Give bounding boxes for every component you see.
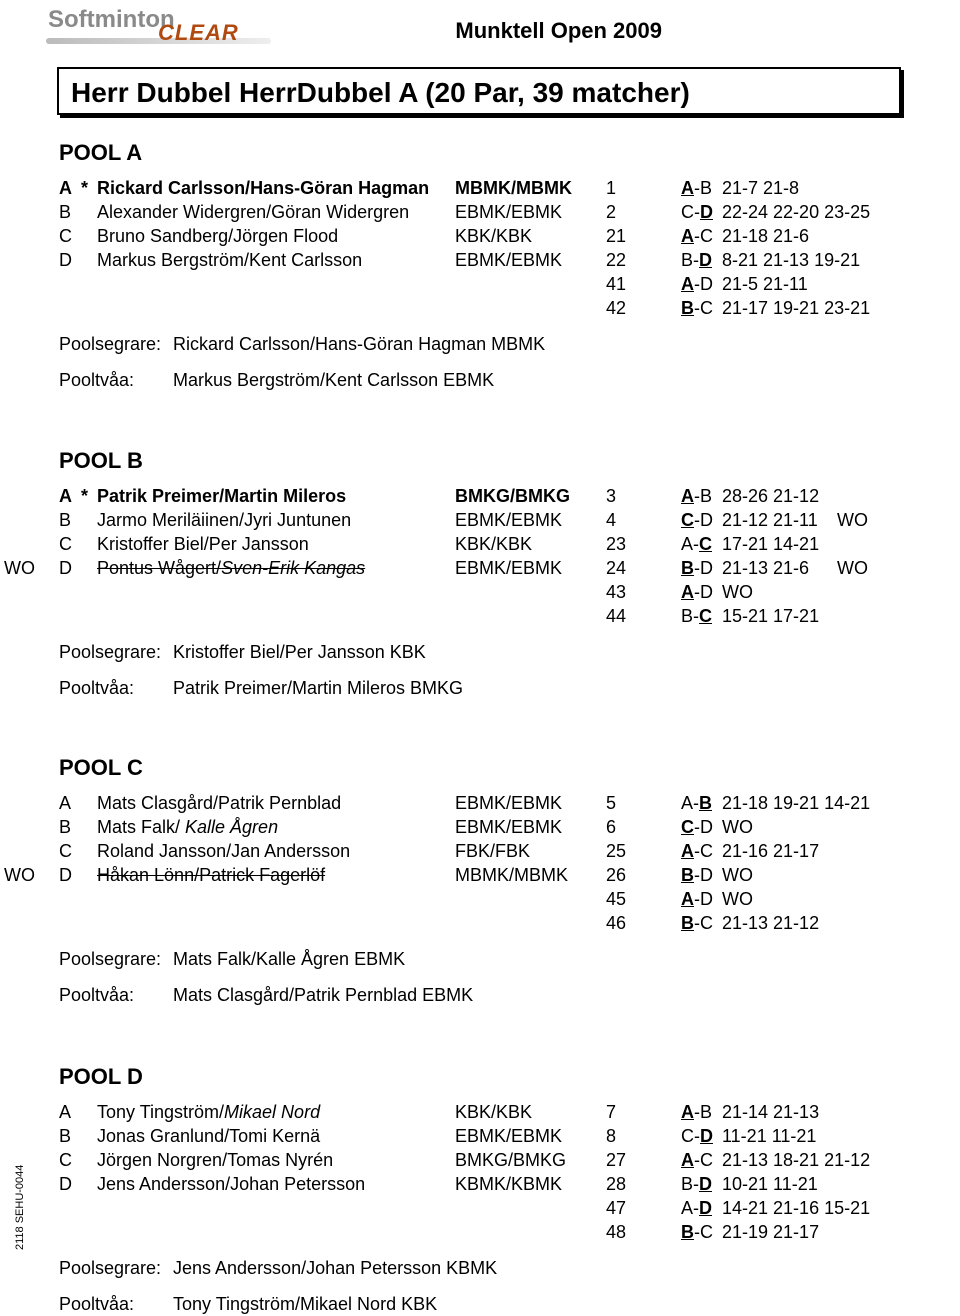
pair-names xyxy=(97,1150,333,1171)
pair-names xyxy=(97,202,409,223)
player-one-name: Pontus Wågert/ xyxy=(97,558,222,578)
pair-letter: B xyxy=(59,1126,72,1146)
match-result: 28-26 21-12 xyxy=(722,486,820,506)
pair-letter: A xyxy=(59,793,72,813)
pair-letter: D xyxy=(59,1174,72,1194)
match-side-a: A xyxy=(681,1150,694,1170)
match-side-a: A xyxy=(681,274,694,294)
table-row xyxy=(0,606,960,630)
tournament-title: Munktell Open 2009 xyxy=(455,18,662,43)
match-pairing xyxy=(681,606,712,627)
table-row xyxy=(0,250,960,274)
match-number: 4 xyxy=(606,510,617,530)
player-two-name: Göran Widergren xyxy=(271,202,410,222)
pool-heading: POOL D xyxy=(59,1064,143,1089)
logo-text-softminton: Softminton xyxy=(48,6,175,33)
club-name: MBMK/MBMK xyxy=(455,178,572,198)
match-side-b: B xyxy=(700,486,713,506)
table-row xyxy=(0,1174,960,1198)
match-side-a: C xyxy=(681,817,694,837)
match-number: 25 xyxy=(606,841,627,861)
pool-second-value: Mats Clasgård/Patrik Pernblad EBMK xyxy=(173,985,474,1005)
club-name: EBMK/EBMK xyxy=(455,1126,563,1146)
table-row xyxy=(0,889,960,913)
match-side-a: A xyxy=(681,1102,694,1122)
pair-letter: B xyxy=(59,202,72,222)
match-dash: - xyxy=(694,486,700,506)
seed-star: * xyxy=(81,486,89,506)
match-side-b: D xyxy=(700,865,713,885)
player-one-name: Mats Clasgård/ xyxy=(97,793,219,813)
player-two-name: Hans-Göran Hagman xyxy=(250,178,430,198)
match-number: 5 xyxy=(606,793,617,813)
pair-letter: A xyxy=(59,178,72,198)
match-number: 47 xyxy=(606,1198,627,1218)
match-pairing xyxy=(681,250,712,271)
table-row xyxy=(0,1150,960,1174)
club-name: MBMK/MBMK xyxy=(455,865,569,885)
match-side-b: C xyxy=(700,1150,713,1170)
match-number: 43 xyxy=(606,582,627,602)
match-side-b: C xyxy=(699,606,713,626)
player-one-name: Håkan Lönn/ xyxy=(97,865,200,885)
pair-letter: B xyxy=(59,510,72,530)
pair-letter: D xyxy=(59,558,72,578)
match-dash: - xyxy=(693,793,700,813)
match-result: 21-5 21-11 xyxy=(722,274,808,294)
match-side-b: D xyxy=(700,202,713,222)
club-name: EBMK/EBMK xyxy=(455,558,563,578)
match-side-b: C xyxy=(700,841,713,861)
club-name: EBMK/EBMK xyxy=(455,510,563,530)
pair-letter: A xyxy=(59,486,72,506)
match-number: 41 xyxy=(606,274,627,294)
match-side-a: A xyxy=(681,793,694,813)
match-number: 3 xyxy=(606,486,617,506)
table-row xyxy=(0,510,960,534)
pair-letter: A xyxy=(59,1102,72,1122)
match-side-a: B xyxy=(681,606,694,626)
table-row xyxy=(0,1198,960,1222)
pool-second-label: Pooltvåa: xyxy=(59,678,135,698)
match-side-a: A xyxy=(681,582,694,602)
match-result: 21-13 18-21 21-12 xyxy=(722,1150,871,1170)
result-walkover: WO xyxy=(837,558,868,578)
match-side-a: A xyxy=(681,1198,694,1218)
match-pairing xyxy=(681,817,713,838)
pair-names xyxy=(97,793,341,814)
match-number: 44 xyxy=(606,606,627,626)
match-dash: - xyxy=(694,817,700,837)
pair-names xyxy=(97,841,350,862)
match-dash: - xyxy=(694,841,700,861)
match-side-a: A xyxy=(681,178,694,198)
match-number: 26 xyxy=(606,865,627,885)
match-pairing xyxy=(681,889,713,910)
match-dash: - xyxy=(694,1150,700,1170)
match-side-b: B xyxy=(699,793,713,813)
club-name: KBK/KBK xyxy=(455,1102,533,1122)
table-row xyxy=(0,841,960,865)
club-name: BMKG/BMKG xyxy=(455,486,570,506)
table-row xyxy=(0,817,960,841)
match-dash: - xyxy=(694,1126,700,1146)
pair-names xyxy=(97,486,346,507)
pool-winner-value: Rickard Carlsson/Hans-Göran Hagman MBMK xyxy=(173,334,546,354)
match-number: 1 xyxy=(606,178,617,198)
match-side-a: B xyxy=(681,1222,694,1242)
pool-second-label: Pooltvåa: xyxy=(59,370,135,390)
match-side-b: D xyxy=(699,1174,713,1194)
match-dash: - xyxy=(694,298,700,318)
table-row xyxy=(0,298,960,322)
match-side-a: B xyxy=(681,865,694,885)
player-two-name: Martin Mileros xyxy=(224,486,347,506)
match-result: 8-21 21-13 19-21 xyxy=(722,250,861,270)
player-one-name: Jörgen Norgren/ xyxy=(97,1150,228,1170)
match-pairing xyxy=(681,510,713,531)
club-name: EBMK/EBMK xyxy=(455,250,563,270)
pool-winner-value: Kristoffer Biel/Per Jansson KBK xyxy=(173,642,426,662)
pool-second-value: Tony Tingström/Mikael Nord KBK xyxy=(173,1294,438,1314)
match-side-a: C xyxy=(681,510,694,530)
table-row xyxy=(0,534,960,558)
match-dash: - xyxy=(693,1174,700,1194)
pool-second-label: Pooltvåa: xyxy=(59,985,135,1005)
pair-names xyxy=(97,865,325,886)
player-two-name: Tomas Nyrén xyxy=(227,1150,334,1170)
match-side-b: D xyxy=(699,1198,713,1218)
pool-heading: POOL B xyxy=(59,448,143,473)
match-number: 23 xyxy=(606,534,627,554)
softminton-clear-logo xyxy=(40,4,280,52)
player-two-name: Patrick Fagerlöf xyxy=(199,865,326,885)
player-two-name: Mikael Nord xyxy=(224,1102,321,1122)
match-pairing xyxy=(681,1198,712,1219)
match-number: 42 xyxy=(606,298,627,318)
match-dash: - xyxy=(693,250,700,270)
match-side-b: D xyxy=(700,889,713,909)
pool-winner-label: Poolsegrare: xyxy=(59,949,162,969)
match-result: 15-21 17-21 xyxy=(722,606,820,626)
match-result: WO xyxy=(722,865,753,885)
player-one-name: Tony Tingström/ xyxy=(97,1102,225,1122)
match-result: WO xyxy=(722,817,753,837)
result-walkover: WO xyxy=(837,510,868,530)
pair-letter: C xyxy=(59,226,72,246)
match-result: WO xyxy=(722,582,753,602)
match-pairing xyxy=(681,1222,713,1243)
player-one-name: Kristoffer Biel/ xyxy=(97,534,209,554)
match-side-b: C xyxy=(700,913,713,933)
match-number: 21 xyxy=(606,226,627,246)
player-one-name: Rickard Carlsson/ xyxy=(97,178,251,198)
match-result: 21-16 21-17 xyxy=(722,841,820,861)
match-dash: - xyxy=(694,510,700,530)
match-dash: - xyxy=(694,913,700,933)
table-row xyxy=(0,1102,960,1126)
pool-heading: POOL C xyxy=(59,755,143,780)
match-number: 7 xyxy=(606,1102,617,1122)
match-number: 46 xyxy=(606,913,627,933)
match-side-a: A xyxy=(681,534,694,554)
player-two-name: Jan Andersson xyxy=(231,841,351,861)
club-name: KBK/KBK xyxy=(455,534,533,554)
match-number: 6 xyxy=(606,817,617,837)
match-side-b: B xyxy=(700,1102,713,1122)
pair-names xyxy=(97,250,362,271)
table-row xyxy=(0,913,960,937)
match-side-b: C xyxy=(700,298,713,318)
match-dash: - xyxy=(694,582,700,602)
player-two-name: Jyri Juntunen xyxy=(244,510,352,530)
match-side-a: A xyxy=(681,841,694,861)
event-title-box xyxy=(57,67,901,115)
table-row xyxy=(0,178,960,202)
match-dash: - xyxy=(693,1198,700,1218)
player-one-name: Mats Falk/ xyxy=(97,817,186,837)
table-row xyxy=(0,865,960,889)
match-side-b: D xyxy=(700,558,713,578)
match-pairing xyxy=(681,1150,713,1171)
pair-names xyxy=(97,178,429,199)
match-side-b: D xyxy=(700,582,713,602)
match-result: WO xyxy=(722,889,753,909)
pair-names xyxy=(97,510,351,531)
match-number: 28 xyxy=(606,1174,627,1194)
match-number: 8 xyxy=(606,1126,617,1146)
match-side-a: C xyxy=(681,202,694,222)
pair-letter: B xyxy=(59,817,72,837)
match-dash: - xyxy=(694,1222,700,1242)
club-name: EBMK/EBMK xyxy=(455,793,563,813)
walkover-marker: WO xyxy=(4,558,35,578)
match-side-a: B xyxy=(681,298,694,318)
player-two-name: Per Jansson xyxy=(208,534,309,554)
pair-letter: C xyxy=(59,534,72,554)
match-pairing xyxy=(681,178,712,199)
player-two-name: Johan Petersson xyxy=(230,1174,366,1194)
pair-names xyxy=(97,1126,320,1147)
pool-winner-label: Poolsegrare: xyxy=(59,1258,162,1278)
table-row xyxy=(0,1126,960,1150)
match-dash: - xyxy=(694,202,700,222)
match-result: 21-17 19-21 23-21 xyxy=(722,298,871,318)
match-number: 2 xyxy=(606,202,617,222)
match-side-b: B xyxy=(700,178,713,198)
player-two-name: Kalle Ågren xyxy=(185,817,279,837)
match-side-b: C xyxy=(699,534,713,554)
match-pairing xyxy=(681,1102,712,1123)
match-side-b: D xyxy=(700,817,713,837)
match-pairing xyxy=(681,1126,713,1147)
match-dash: - xyxy=(694,558,700,578)
club-name: EBMK/EBMK xyxy=(455,817,563,837)
match-side-a: C xyxy=(681,1126,694,1146)
club-name: BMKG/BMKG xyxy=(455,1150,567,1170)
footer-code: 2118 SEHU-0044 xyxy=(14,1164,26,1250)
match-dash: - xyxy=(693,606,700,626)
match-dash: - xyxy=(694,178,700,198)
match-pairing xyxy=(681,226,713,247)
match-dash: - xyxy=(694,274,700,294)
table-row xyxy=(0,274,960,298)
pair-names xyxy=(97,534,309,555)
club-name: EBMK/EBMK xyxy=(455,202,563,222)
match-side-b: D xyxy=(699,250,713,270)
table-row xyxy=(0,558,960,582)
logo-text-clear: CLEAR xyxy=(158,20,239,45)
pool-second-value: Patrik Preimer/Martin Mileros BMKG xyxy=(173,678,464,698)
pair-names xyxy=(97,1174,365,1195)
table-row xyxy=(0,202,960,226)
player-one-name: Alexander Widergren/ xyxy=(97,202,272,222)
pair-names xyxy=(97,558,365,579)
match-pairing xyxy=(681,1174,712,1195)
player-one-name: Jarmo Meriläiinen/ xyxy=(97,510,245,530)
pool-winner-value: Jens Andersson/Johan Petersson KBMK xyxy=(173,1258,498,1278)
club-name: KBMK/KBMK xyxy=(455,1174,563,1194)
match-number: 48 xyxy=(606,1222,627,1242)
pair-letter: D xyxy=(59,865,72,885)
pair-names xyxy=(97,1102,320,1123)
match-side-a: B xyxy=(681,250,694,270)
match-result: 21-7 21-8 xyxy=(722,178,800,198)
match-pairing xyxy=(681,274,713,295)
match-side-a: A xyxy=(681,226,694,246)
match-dash: - xyxy=(693,534,700,554)
match-pairing xyxy=(681,582,713,603)
match-pairing xyxy=(681,865,713,886)
match-pairing xyxy=(681,913,713,934)
pool-second-label: Pooltvåa: xyxy=(59,1294,135,1314)
match-result: 17-21 14-21 xyxy=(722,534,820,554)
match-result: 21-13 21-6 xyxy=(722,558,810,578)
pair-letter: D xyxy=(59,250,72,270)
match-side-b: C xyxy=(700,226,713,246)
match-result: 21-18 21-6 xyxy=(722,226,810,246)
match-pairing xyxy=(681,486,712,507)
player-one-name: Markus Bergström/ xyxy=(97,250,250,270)
event-title: Herr Dubbel HerrDubbel A (20 Par, 39 matcher) xyxy=(71,77,690,108)
player-one-name: Bruno Sandberg/ xyxy=(97,226,234,246)
player-one-name: Patrik Preimer/ xyxy=(97,486,225,506)
match-result: 21-13 21-12 xyxy=(722,913,820,933)
match-pairing xyxy=(681,793,712,814)
table-row xyxy=(0,226,960,250)
match-result: 10-21 11-21 xyxy=(722,1174,818,1194)
match-pairing xyxy=(681,534,712,555)
seed-star: * xyxy=(81,178,89,198)
table-row xyxy=(0,582,960,606)
match-result: 22-24 22-20 23-25 xyxy=(722,202,871,222)
match-number: 45 xyxy=(606,889,627,909)
match-dash: - xyxy=(694,865,700,885)
player-two-name: Patrik Pernblad xyxy=(218,793,342,813)
table-row xyxy=(0,793,960,817)
table-row xyxy=(0,486,960,510)
player-two-name: Kent Carlsson xyxy=(249,250,363,270)
pair-letter: C xyxy=(59,1150,72,1170)
match-side-a: B xyxy=(681,913,694,933)
player-one-name: Jonas Granlund/ xyxy=(97,1126,230,1146)
club-name: FBK/FBK xyxy=(455,841,531,861)
match-side-a: B xyxy=(681,1174,694,1194)
pair-names xyxy=(97,226,338,247)
match-result: 14-21 21-16 15-21 xyxy=(722,1198,871,1218)
player-two-name: Jörgen Flood xyxy=(233,226,339,246)
pair-letter: C xyxy=(59,841,72,861)
pool-winner-value: Mats Falk/Kalle Ågren EBMK xyxy=(173,949,406,969)
match-side-b: D xyxy=(700,274,713,294)
match-number: 22 xyxy=(606,250,627,270)
walkover-marker: WO xyxy=(4,865,35,885)
match-pairing xyxy=(681,298,713,319)
match-number: 24 xyxy=(606,558,627,578)
match-side-a: B xyxy=(681,558,694,578)
player-one-name: Jens Andersson/ xyxy=(97,1174,231,1194)
club-name: KBK/KBK xyxy=(455,226,533,246)
player-two-name: Sven-Erik Kangas xyxy=(221,558,366,578)
pool-winner-label: Poolsegrare: xyxy=(59,642,162,662)
pool-heading: POOL A xyxy=(59,140,143,165)
player-one-name: Roland Jansson/ xyxy=(97,841,232,861)
match-dash: - xyxy=(694,226,700,246)
match-result: 21-19 21-17 xyxy=(722,1222,820,1242)
player-two-name: Tomi Kernä xyxy=(229,1126,321,1146)
pool-winner-label: Poolsegrare: xyxy=(59,334,162,354)
match-dash: - xyxy=(694,1102,700,1122)
match-side-a: A xyxy=(681,889,694,909)
match-number: 27 xyxy=(606,1150,627,1170)
match-dash: - xyxy=(694,889,700,909)
match-side-a: A xyxy=(681,486,694,506)
table-row xyxy=(0,1222,960,1246)
match-pairing xyxy=(681,558,713,579)
match-pairing xyxy=(681,841,713,862)
match-result: 11-21 11-21 xyxy=(722,1126,817,1146)
match-result: 21-14 21-13 xyxy=(722,1102,820,1122)
match-pairing xyxy=(681,202,713,223)
match-side-b: D xyxy=(700,1126,713,1146)
match-result: 21-18 19-21 14-21 xyxy=(722,793,871,813)
match-side-b: C xyxy=(700,1222,713,1242)
match-side-b: D xyxy=(700,510,713,530)
match-result: 21-12 21-11 xyxy=(722,510,818,530)
pair-names xyxy=(97,817,278,838)
pool-second-value: Markus Bergström/Kent Carlsson EBMK xyxy=(173,370,495,390)
